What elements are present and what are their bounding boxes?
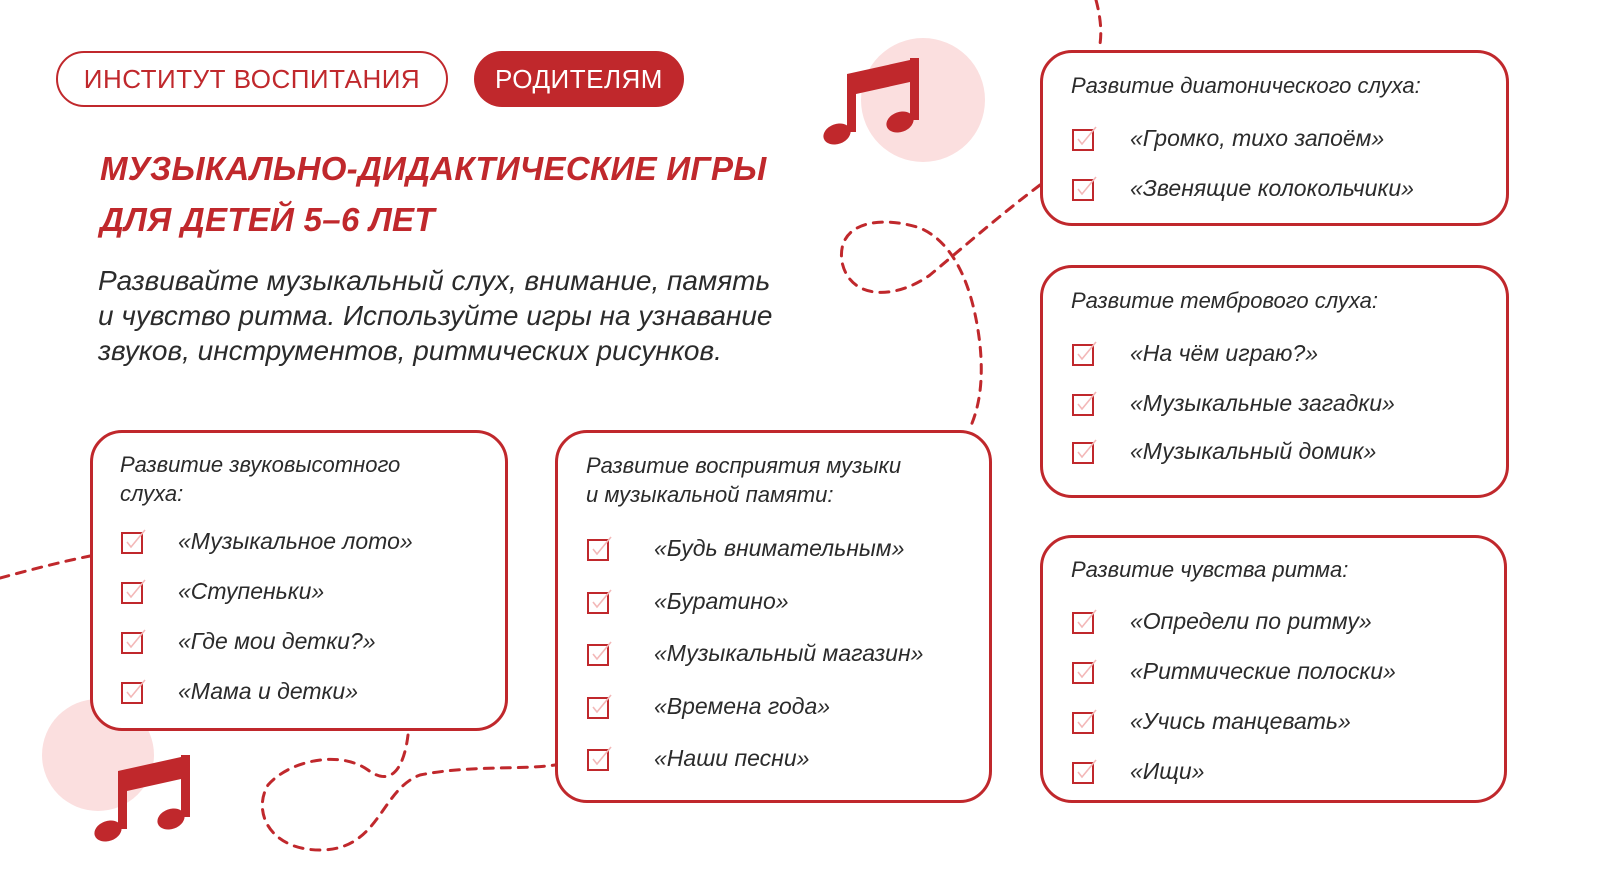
- checkbox-icon[interactable]: [1071, 759, 1097, 785]
- list-item: [586, 535, 904, 562]
- checkbox-icon[interactable]: [1071, 709, 1097, 735]
- checkbox-icon[interactable]: [120, 579, 146, 605]
- list-item-label: «Ступеньки»: [178, 578, 325, 604]
- checkbox-icon[interactable]: [1071, 439, 1097, 465]
- checkbox-icon[interactable]: [586, 694, 612, 720]
- list-item-label: «Музыкальный магазин»: [654, 640, 924, 666]
- checkbox-icon[interactable]: [120, 529, 146, 555]
- card-music-perception: [555, 430, 992, 803]
- checkbox-icon[interactable]: [1071, 126, 1097, 152]
- card-title-line: слуха:: [120, 481, 184, 506]
- card-title: [1071, 555, 1348, 584]
- parents-badge[interactable]: РОДИТЕЛЯМ: [474, 51, 684, 107]
- card-title-line: и музыкальной памяти:: [586, 482, 834, 507]
- list-item-label: «На чём играю?»: [1130, 340, 1319, 366]
- list-item-label: «Времена года»: [654, 693, 831, 719]
- card-rhythm: [1040, 535, 1507, 803]
- list-item: [1071, 340, 1318, 367]
- checkbox-icon[interactable]: [1071, 341, 1097, 367]
- card-title-line: Развитие восприятия музыки: [586, 453, 902, 478]
- list-item-label: «Громко, тихо запоём»: [1130, 125, 1385, 151]
- list-item-label: «Определи по ритму»: [1130, 608, 1372, 634]
- list-item-label: «Ритмические полоски»: [1130, 658, 1396, 684]
- list-item-label: «Мама и детки»: [178, 678, 358, 704]
- subtitle-line: и чувство ритма. Используйте игры на узнавание: [98, 300, 773, 331]
- list-item: [1071, 758, 1204, 785]
- list-item: [120, 528, 413, 555]
- list-item-label: «Учись танцевать»: [1130, 708, 1351, 734]
- checkbox-icon[interactable]: [1071, 609, 1097, 635]
- list-item: [1071, 438, 1376, 465]
- card-title: [1071, 71, 1421, 100]
- checkbox-icon[interactable]: [1071, 659, 1097, 685]
- card-title: [1071, 286, 1378, 315]
- list-item: [586, 640, 923, 667]
- card-title-line: Развитие диатонического слуха:: [1071, 73, 1421, 98]
- list-item-label: «Музыкальные загадки»: [1130, 390, 1395, 416]
- list-item-label: «Музыкальный домик»: [1130, 438, 1377, 464]
- list-item-label: «Наши песни»: [654, 745, 810, 771]
- page-title-line: МУЗЫКАЛЬНО-ДИДАКТИЧЕСКИЕ ИГРЫ: [100, 150, 767, 187]
- list-item: [1071, 658, 1396, 685]
- list-item: [1071, 708, 1351, 735]
- card-title: [120, 450, 400, 508]
- decor-circle-top: [861, 38, 985, 162]
- list-item-label: «Буратино»: [654, 588, 789, 614]
- card-pitch-hearing: [90, 430, 508, 731]
- card-diatonic-hearing: [1040, 50, 1509, 226]
- list-item: [1071, 125, 1384, 152]
- page-title: [100, 143, 767, 245]
- card-title: [586, 451, 901, 509]
- checkbox-icon[interactable]: [586, 589, 612, 615]
- checkbox-icon[interactable]: [586, 746, 612, 772]
- list-item-label: «Музыкальное лото»: [178, 528, 413, 554]
- list-item: [1071, 175, 1414, 202]
- card-timbre-hearing: [1040, 265, 1509, 498]
- institute-badge: ИНСТИТУТ ВОСПИТАНИЯ: [56, 51, 448, 107]
- checkbox-icon[interactable]: [120, 679, 146, 705]
- list-item: [1071, 390, 1395, 417]
- list-item-label: «Звенящие колокольчики»: [1130, 175, 1414, 201]
- list-item: [1071, 608, 1372, 635]
- card-title-line: Развитие чувства ритма:: [1071, 557, 1349, 582]
- checkbox-icon[interactable]: [586, 536, 612, 562]
- list-item: [120, 628, 376, 655]
- list-item: [120, 578, 324, 605]
- list-item-label: «Будь внимательным»: [654, 535, 905, 561]
- subtitle-line: Развивайте музыкальный слух, внимание, память: [98, 265, 771, 296]
- list-item: [586, 693, 830, 720]
- list-item: [586, 745, 809, 772]
- checkbox-icon[interactable]: [1071, 176, 1097, 202]
- list-item: [120, 678, 358, 705]
- checkbox-icon[interactable]: [120, 629, 146, 655]
- card-title-line: Развитие звуковысотного: [120, 452, 401, 477]
- list-item-label: «Ищи»: [1130, 758, 1205, 784]
- card-title-line: Развитие тембрового слуха:: [1071, 288, 1378, 313]
- checkbox-icon[interactable]: [586, 641, 612, 667]
- list-item: [586, 588, 789, 615]
- page-title-line: ДЛЯ ДЕТЕЙ 5–6 ЛЕТ: [100, 201, 435, 238]
- page-subtitle: [98, 263, 858, 368]
- checkbox-icon[interactable]: [1071, 391, 1097, 417]
- list-item-label: «Где мои детки?»: [178, 628, 376, 654]
- subtitle-line: звуков, инструментов, ритмических рисунков.: [98, 335, 722, 366]
